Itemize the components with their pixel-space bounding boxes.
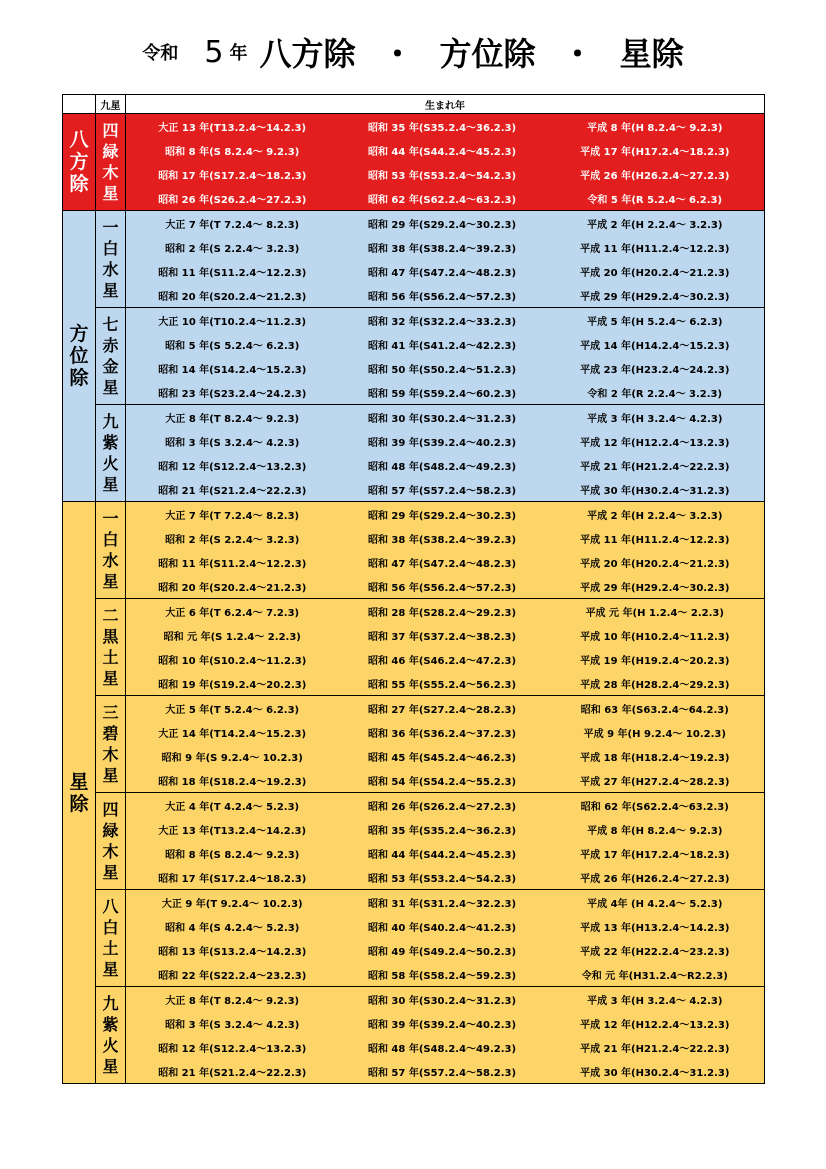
birth-year-cell: 平成 8 年(H 8.2.4～ 9.2.3) [546,817,765,841]
birth-year-cell: 大正 7 年(T 7.2.4～ 8.2.3) [126,211,339,236]
birth-year-cell: 平成 元 年(H 1.2.4～ 2.2.3) [546,599,765,624]
table-row [63,1035,765,1059]
birth-year-cell: 平成 14 年(H14.2.4～15.2.3) [546,332,765,356]
table-row [63,599,765,624]
birth-year-cell: 昭和 56 年(S56.2.4～57.2.3) [339,283,546,308]
birth-year-cell: 昭和 20 年(S20.2.4～21.2.3) [126,574,339,599]
birth-year-cell: 昭和 57 年(S57.2.4～58.2.3) [339,1059,546,1084]
table-row [63,623,765,647]
birth-year-cell: 昭和 58 年(S58.2.4～59.2.3) [339,962,546,987]
birth-year-cell: 昭和 17 年(S17.2.4～18.2.3) [126,865,339,890]
birth-year-cell: 昭和 47 年(S47.2.4～48.2.3) [339,259,546,283]
star-label-char: 星 [102,378,119,397]
birth-year-cell: 昭和 20 年(S20.2.4～21.2.3) [126,283,339,308]
star-label-char: 白 [102,530,119,549]
group-label-char: 位 [69,345,89,367]
birth-year-cell: 昭和 21 年(S21.2.4～22.2.3) [126,1059,339,1084]
title-hoshiyoke: 星除 [619,35,684,73]
birth-year-cell: 大正 10 年(T10.2.4～11.2.3) [126,308,339,333]
birth-year-cell: 平成 3 年(H 3.2.4～ 4.2.3) [546,405,765,430]
star-label-char: 八 [102,897,119,916]
birth-year-cell: 昭和 2 年(S 2.2.4～ 3.2.3) [126,235,339,259]
birth-year-cell: 大正 8 年(T 8.2.4～ 9.2.3) [126,405,339,430]
title-separator: ・ [381,35,414,73]
birth-year-cell: 大正 8 年(T 8.2.4～ 9.2.3) [126,987,339,1012]
birth-year-cell: 平成 20 年(H20.2.4～21.2.3) [546,550,765,574]
birth-year-cell: 平成 2 年(H 2.2.4～ 3.2.3) [546,211,765,236]
table-row [63,793,765,818]
birth-year-cell: 平成 11 年(H11.2.4～12.2.3) [546,526,765,550]
birth-year-cell: 平成 18 年(H18.2.4～19.2.3) [546,744,765,768]
birth-year-cell: 昭和 35 年(S35.2.4～36.2.3) [339,114,546,139]
birth-year-cell: 大正 5 年(T 5.2.4～ 6.2.3) [126,696,339,721]
group-label-char: 除 [69,792,89,815]
birth-year-cell: 昭和 21 年(S21.2.4～22.2.3) [126,477,339,502]
birth-year-cell: 平成 4年 (H 4.2.4～ 5.2.3) [546,890,765,915]
birth-year-cell: 昭和 27 年(S27.2.4～28.2.3) [339,696,546,721]
birth-year-cell: 昭和 28 年(S28.2.4～29.2.3) [339,599,546,624]
birth-year-cell: 昭和 22 年(S22.2.4～23.2.3) [126,962,339,987]
table-row [63,938,765,962]
table-row [63,114,765,139]
star-label [96,599,126,696]
table-row [63,526,765,550]
birth-year-cell: 昭和 2 年(S 2.2.4～ 3.2.3) [126,526,339,550]
table-row [63,283,765,308]
birth-year-cell: 昭和 26 年(S26.2.4～27.2.3) [126,186,339,211]
star-label-char: 九 [102,412,119,431]
star-label-char: 星 [102,863,119,882]
star-label-char: 火 [102,454,119,473]
title-year: 5 [204,34,224,70]
title-separator: ・ [561,35,594,73]
group-label-char: 方 [69,151,89,173]
star-label [96,890,126,987]
star-label-char: 星 [102,281,119,300]
birth-year-cell: 昭和 32 年(S32.2.4～33.2.3) [339,308,546,333]
star-label-char: 紫 [102,1015,119,1034]
table-row [63,453,765,477]
birth-year-cell: 昭和 元 年(S 1.2.4～ 2.2.3) [126,623,339,647]
star-label-char: 一 [102,218,119,237]
title-nen: 年 [229,43,248,64]
birth-year-cell: 昭和 44 年(S44.2.4～45.2.3) [339,841,546,865]
table-row [63,162,765,186]
star-label-char: 火 [102,1036,119,1055]
star-label [96,405,126,502]
birth-year-cell: 昭和 19 年(S19.2.4～20.2.3) [126,671,339,696]
table-row [63,890,765,915]
star-label-char: 土 [102,648,119,667]
birth-year-cell: 昭和 17 年(S17.2.4～18.2.3) [126,162,339,186]
star-label-char: 二 [102,606,119,625]
birth-year-cell: 昭和 14 年(S14.2.4～15.2.3) [126,356,339,380]
birth-year-cell: 平成 26 年(H26.2.4～27.2.3) [546,865,765,890]
birth-year-cell: 昭和 53 年(S53.2.4～54.2.3) [339,162,546,186]
birth-year-cell: 昭和 12 年(S12.2.4～13.2.3) [126,453,339,477]
table-row [63,550,765,574]
birth-year-cell: 昭和 13 年(S13.2.4～14.2.3) [126,938,339,962]
table-row [63,1059,765,1084]
birth-year-cell: 平成 13 年(H13.2.4～14.2.3) [546,914,765,938]
birth-year-cell: 昭和 38 年(S38.2.4～39.2.3) [339,526,546,550]
birth-year-cell: 昭和 11 年(S11.2.4～12.2.3) [126,550,339,574]
star-label-char: 星 [102,960,119,979]
birth-year-cell: 昭和 10 年(S10.2.4～11.2.3) [126,647,339,671]
birth-year-cell: 昭和 37 年(S37.2.4～38.2.3) [339,623,546,647]
birth-year-cell: 平成 23 年(H23.2.4～24.2.3) [546,356,765,380]
birth-year-cell: 昭和 63 年(S63.2.4～64.2.3) [546,696,765,721]
star-label-char: 水 [102,260,119,279]
table-row [63,235,765,259]
table-row [63,768,765,793]
birth-year-cell: 昭和 39 年(S39.2.4～40.2.3) [339,1011,546,1035]
birth-year-cell: 平成 11 年(H11.2.4～12.2.3) [546,235,765,259]
star-label-char: 四 [102,121,119,140]
star-label-char: 緑 [102,142,119,161]
birth-year-cell: 昭和 11 年(S11.2.4～12.2.3) [126,259,339,283]
birth-year-cell: 昭和 35 年(S35.2.4～36.2.3) [339,817,546,841]
birth-year-cell: 平成 29 年(H29.2.4～30.2.3) [546,283,765,308]
birth-year-cell: 昭和 62 年(S62.2.4～63.2.3) [546,793,765,818]
birth-year-cell: 平成 8 年(H 8.2.4～ 9.2.3) [546,114,765,139]
birth-year-cell: 平成 28 年(H28.2.4～29.2.3) [546,671,765,696]
table-row [63,574,765,599]
birth-year-cell: 大正 6 年(T 6.2.4～ 7.2.3) [126,599,339,624]
birth-year-cell: 昭和 23 年(S23.2.4～24.2.3) [126,380,339,405]
table-body [63,114,765,1084]
birth-year-table [62,94,765,1084]
birth-year-cell: 平成 5 年(H 5.2.4～ 6.2.3) [546,308,765,333]
star-label-char: 水 [102,551,119,570]
star-label-char: 緑 [102,821,119,840]
group-label-hoshiyoke [63,502,96,1084]
birth-year-cell: 昭和 47 年(S47.2.4～48.2.3) [339,550,546,574]
star-label [96,793,126,890]
table-row [63,647,765,671]
star-label [96,308,126,405]
star-label-char: 九 [102,994,119,1013]
birth-year-cell: 昭和 36 年(S36.2.4～37.2.3) [339,720,546,744]
table-row [63,308,765,333]
table-row [63,865,765,890]
group-label-happoyoke [63,114,96,211]
star-label [96,987,126,1084]
star-label-char: 金 [102,357,119,376]
birth-year-cell: 昭和 40 年(S40.2.4～41.2.3) [339,914,546,938]
table-header [63,95,765,114]
birth-year-cell: 昭和 4 年(S 4.2.4～ 5.2.3) [126,914,339,938]
star-label-char: 碧 [102,724,119,743]
birth-year-cell: 昭和 56 年(S56.2.4～57.2.3) [339,574,546,599]
table-row [63,429,765,453]
table-row [63,696,765,721]
table-row [63,477,765,502]
birth-year-cell: 平成 30 年(H30.2.4～31.2.3) [546,1059,765,1084]
birth-year-cell: 大正 13 年(T13.2.4～14.2.3) [126,817,339,841]
table-row [63,914,765,938]
star-label-char: 木 [102,163,119,182]
table-row [63,1011,765,1035]
birth-year-cell: 大正 7 年(T 7.2.4～ 8.2.3) [126,502,339,527]
birth-year-cell: 大正 4 年(T 4.2.4～ 5.2.3) [126,793,339,818]
table-row [63,841,765,865]
group-label-char: 八 [69,129,89,151]
star-label-char: 木 [102,745,119,764]
birth-year-cell: 昭和 30 年(S30.2.4～31.2.3) [339,405,546,430]
group-label-char: 除 [69,173,89,195]
star-label-char: 星 [102,184,119,203]
star-label [96,211,126,308]
birth-year-cell: 昭和 3 年(S 3.2.4～ 4.2.3) [126,429,339,453]
birth-year-cell: 昭和 48 年(S48.2.4～49.2.3) [339,1035,546,1059]
birth-year-cell: 平成 30 年(H30.2.4～31.2.3) [546,477,765,502]
birth-year-cell: 昭和 8 年(S 8.2.4～ 9.2.3) [126,138,339,162]
birth-year-cell: 平成 26 年(H26.2.4～27.2.3) [546,162,765,186]
birth-year-cell: 昭和 45 年(S45.2.4～46.2.3) [339,744,546,768]
star-label-char: 星 [102,475,119,494]
birth-year-cell: 昭和 59 年(S59.2.4～60.2.3) [339,380,546,405]
table-row [63,502,765,527]
birth-year-cell: 令和 5 年(R 5.2.4～ 6.2.3) [546,186,765,211]
birth-year-cell: 昭和 38 年(S38.2.4～39.2.3) [339,235,546,259]
birth-year-cell: 昭和 3 年(S 3.2.4～ 4.2.3) [126,1011,339,1035]
birth-year-cell: 平成 21 年(H21.2.4～22.2.3) [546,453,765,477]
birth-year-cell: 昭和 31 年(S31.2.4～32.2.3) [339,890,546,915]
birth-year-cell: 昭和 46 年(S46.2.4～47.2.3) [339,647,546,671]
star-label-char: 赤 [102,336,119,355]
star-label-char: 七 [102,315,119,334]
table-row [63,817,765,841]
star-label-char: 四 [102,800,119,819]
birth-year-cell: 昭和 50 年(S50.2.4～51.2.3) [339,356,546,380]
birth-year-cell: 平成 17 年(H17.2.4～18.2.3) [546,138,765,162]
table-row [63,380,765,405]
birth-year-cell: 平成 9 年(H 9.2.4～ 10.2.3) [546,720,765,744]
table-row [63,720,765,744]
star-label-char: 一 [102,509,119,528]
star-label [96,114,126,211]
birth-year-cell: 昭和 12 年(S12.2.4～13.2.3) [126,1035,339,1059]
birth-year-cell: 平成 3 年(H 3.2.4～ 4.2.3) [546,987,765,1012]
birth-year-cell: 昭和 9 年(S 9.2.4～ 10.2.3) [126,744,339,768]
birth-year-cell: 平成 29 年(H29.2.4～30.2.3) [546,574,765,599]
table-row [63,186,765,211]
birth-year-cell: 平成 20 年(H20.2.4～21.2.3) [546,259,765,283]
title-hoiyoke: 方位除 [439,35,536,73]
birth-year-cell: 令和 2 年(R 2.2.4～ 3.2.3) [546,380,765,405]
birth-year-cell: 平成 27 年(H27.2.4～28.2.3) [546,768,765,793]
table-row [63,405,765,430]
birth-year-cell: 昭和 57 年(S57.2.4～58.2.3) [339,477,546,502]
table-row [63,356,765,380]
star-label [96,502,126,599]
birth-year-cell: 昭和 39 年(S39.2.4～40.2.3) [339,429,546,453]
birth-year-cell: 昭和 30 年(S30.2.4～31.2.3) [339,987,546,1012]
table-row [63,671,765,696]
star-label-char: 星 [102,669,119,688]
birth-year-cell: 平成 22 年(H22.2.4～23.2.3) [546,938,765,962]
table-row [63,259,765,283]
title-era: 令和 [142,43,179,64]
star-label-char: 星 [102,766,119,785]
birth-year-cell: 昭和 53 年(S53.2.4～54.2.3) [339,865,546,890]
header-birth-year: 生まれ年 [126,95,765,114]
star-label-char: 白 [102,918,119,937]
group-label-hoiyoke [63,211,96,502]
birth-year-cell: 昭和 18 年(S18.2.4～19.2.3) [126,768,339,793]
star-label-char: 木 [102,842,119,861]
birth-year-cell: 昭和 8 年(S 8.2.4～ 9.2.3) [126,841,339,865]
page-title [0,28,826,76]
table-row [63,332,765,356]
birth-year-cell: 昭和 62 年(S62.2.4～63.2.3) [339,186,546,211]
header-star: 九星 [96,95,126,114]
birth-year-cell: 昭和 41 年(S41.2.4～42.2.3) [339,332,546,356]
birth-year-cell: 平成 2 年(H 2.2.4～ 3.2.3) [546,502,765,527]
birth-year-cell: 平成 12 年(H12.2.4～13.2.3) [546,429,765,453]
birth-year-cell: 昭和 29 年(S29.2.4～30.2.3) [339,502,546,527]
table-row [63,138,765,162]
star-label-char: 白 [102,239,119,258]
table-row [63,962,765,987]
star-label-char: 黒 [102,627,119,646]
birth-year-cell: 昭和 5 年(S 5.2.4～ 6.2.3) [126,332,339,356]
table-row [63,744,765,768]
birth-year-cell: 令和 元 年(H31.2.4～R2.2.3) [546,962,765,987]
star-label-char: 三 [102,703,119,722]
table-row [63,987,765,1012]
birth-year-cell: 平成 12 年(H12.2.4～13.2.3) [546,1011,765,1035]
birth-year-cell: 平成 21 年(H21.2.4～22.2.3) [546,1035,765,1059]
star-label-char: 紫 [102,433,119,452]
birth-year-cell: 昭和 29 年(S29.2.4～30.2.3) [339,211,546,236]
star-label [96,696,126,793]
birth-year-cell: 平成 19 年(H19.2.4～20.2.3) [546,647,765,671]
birth-year-cell: 大正 14 年(T14.2.4～15.2.3) [126,720,339,744]
birth-year-cell: 平成 10 年(H10.2.4～11.2.3) [546,623,765,647]
group-label-char: 除 [69,367,89,389]
group-label-char: 星 [69,770,89,793]
header-blank [63,95,96,114]
birth-year-cell: 大正 9 年(T 9.2.4～ 10.2.3) [126,890,339,915]
birth-year-cell: 昭和 44 年(S44.2.4～45.2.3) [339,138,546,162]
birth-year-cell: 昭和 49 年(S49.2.4～50.2.3) [339,938,546,962]
title-happoyoke: 八方除 [259,35,356,73]
birth-year-cell: 昭和 48 年(S48.2.4～49.2.3) [339,453,546,477]
birth-year-cell: 昭和 55 年(S55.2.4～56.2.3) [339,671,546,696]
birth-year-cell: 大正 13 年(T13.2.4～14.2.3) [126,114,339,139]
table-row [63,211,765,236]
group-label-char: 方 [69,323,89,345]
birth-year-cell: 昭和 26 年(S26.2.4～27.2.3) [339,793,546,818]
star-label-char: 土 [102,939,119,958]
star-label-char: 星 [102,572,119,591]
birth-year-cell: 平成 17 年(H17.2.4～18.2.3) [546,841,765,865]
birth-year-cell: 昭和 54 年(S54.2.4～55.2.3) [339,768,546,793]
star-label-char: 星 [102,1057,119,1076]
